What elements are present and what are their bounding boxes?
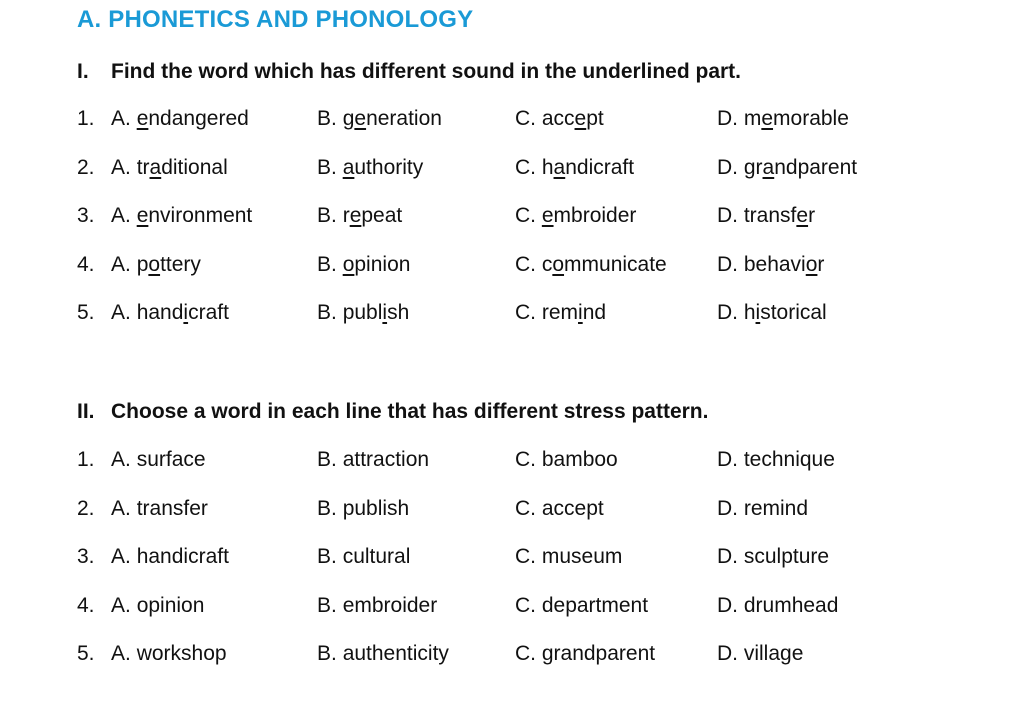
option-word: drumhead	[743, 594, 839, 617]
option-b[interactable]	[317, 594, 437, 618]
underlined-part: a	[762, 156, 775, 179]
option-word: embroider	[342, 594, 438, 617]
option-word: sculpture	[743, 545, 830, 568]
option-letter: B.	[317, 156, 337, 179]
option-word-rest: ndangered	[148, 107, 249, 130]
option-letter: A.	[111, 642, 131, 665]
option-letter: B.	[317, 497, 337, 520]
underlined-part: e	[796, 204, 809, 227]
section-number: II.	[77, 400, 95, 423]
option-letter: C.	[515, 545, 536, 568]
option-letter: D.	[717, 107, 738, 130]
option-letter: B.	[317, 448, 337, 471]
option-d[interactable]	[717, 301, 827, 325]
underlined-part: i	[578, 301, 583, 324]
option-b[interactable]	[317, 497, 409, 521]
option-word: acc	[541, 107, 575, 130]
option-word: authenticity	[342, 642, 449, 665]
option-letter: A.	[111, 594, 131, 617]
option-a[interactable]	[111, 253, 201, 277]
option-b[interactable]	[317, 642, 449, 666]
underlined-part: a	[149, 156, 162, 179]
option-b[interactable]	[317, 107, 442, 131]
option-word-rest: neration	[366, 107, 442, 130]
option-letter: D.	[717, 545, 738, 568]
question-number: 4.	[77, 253, 95, 276]
option-word-rest: pt	[586, 107, 604, 130]
question-number: 5.	[77, 642, 95, 665]
option-letter: A.	[111, 301, 131, 324]
option-b[interactable]	[317, 253, 410, 277]
underlined-part: i	[382, 301, 388, 324]
underlined-part: e	[354, 107, 367, 130]
option-word: surface	[136, 448, 206, 471]
question-number: 3.	[77, 545, 95, 568]
option-word-rest: sh	[387, 301, 410, 324]
option-word: p	[136, 253, 149, 276]
option-letter: B.	[317, 545, 337, 568]
option-word-rest: storical	[760, 301, 827, 324]
option-b[interactable]	[317, 448, 429, 472]
option-word: rem	[541, 301, 579, 324]
option-b[interactable]	[317, 204, 402, 228]
section-heading	[77, 60, 741, 84]
option-d[interactable]	[717, 156, 857, 180]
option-word: workshop	[136, 642, 227, 665]
option-word-rest: nvironment	[148, 204, 253, 227]
option-c[interactable]	[515, 204, 636, 228]
option-letter: C.	[515, 594, 536, 617]
underlined-part: e	[349, 204, 362, 227]
option-word: accept	[541, 497, 604, 520]
option-letter: A.	[111, 204, 131, 227]
option-d[interactable]	[717, 204, 815, 228]
option-word-rest: mbroider	[553, 204, 637, 227]
page-title: A. PHONETICS AND PHONOLOGY	[77, 6, 474, 33]
option-word-rest: ditional	[161, 156, 228, 179]
option-letter: B.	[317, 594, 337, 617]
option-a[interactable]	[111, 545, 229, 569]
question-number: 3.	[77, 204, 95, 227]
option-word-rest: uthority	[354, 156, 424, 179]
option-b[interactable]	[317, 545, 410, 569]
option-letter: C.	[515, 204, 536, 227]
question-row	[0, 253, 1024, 285]
underlined-part: o	[148, 253, 161, 276]
option-d[interactable]	[717, 545, 829, 569]
option-word: remind	[743, 497, 809, 520]
option-letter: B.	[317, 301, 337, 324]
question-row	[0, 301, 1024, 333]
option-a[interactable]	[111, 497, 208, 521]
option-word-rest: r	[817, 253, 825, 276]
option-word: m	[743, 107, 762, 130]
question-number: 2.	[77, 497, 95, 520]
option-word: publ	[342, 301, 383, 324]
option-letter: C.	[515, 448, 536, 471]
option-b[interactable]	[317, 156, 423, 180]
option-c[interactable]	[515, 594, 648, 618]
option-c[interactable]	[515, 448, 618, 472]
option-letter: D.	[717, 497, 738, 520]
option-letter: C.	[515, 107, 536, 130]
section-heading	[77, 400, 708, 424]
option-a[interactable]	[111, 107, 249, 131]
option-d[interactable]	[717, 497, 808, 521]
option-word: transf	[743, 204, 797, 227]
section-instruction: Choose a word in each line that has different stress pattern.	[111, 400, 709, 423]
option-letter: B.	[317, 107, 337, 130]
option-word-rest: ndparent	[774, 156, 858, 179]
option-word: publish	[342, 497, 410, 520]
option-word: cultural	[342, 545, 411, 568]
option-c[interactable]	[515, 253, 667, 277]
underlined-part: o	[342, 253, 355, 276]
option-letter: A.	[111, 545, 131, 568]
option-word: h	[541, 156, 554, 179]
option-word: handicraft	[136, 545, 229, 568]
option-word: h	[743, 301, 756, 324]
question-row	[0, 107, 1024, 139]
option-word: gr	[743, 156, 763, 179]
option-word: bamboo	[541, 448, 618, 471]
option-word-rest: mmunicate	[564, 253, 667, 276]
option-a[interactable]	[111, 204, 252, 228]
question-number: 5.	[77, 301, 95, 324]
option-word: tr	[136, 156, 150, 179]
option-letter: D.	[717, 204, 738, 227]
question-row	[0, 545, 1024, 577]
underlined-part: i	[755, 301, 761, 324]
option-word-rest: peat	[361, 204, 403, 227]
option-word: r	[342, 204, 350, 227]
option-d[interactable]	[717, 253, 824, 277]
underlined-part: e	[574, 107, 587, 130]
underlined-part: a	[342, 156, 355, 179]
option-word: behavi	[743, 253, 806, 276]
option-letter: B.	[317, 642, 337, 665]
underlined-part: e	[136, 107, 149, 130]
option-word: department	[541, 594, 649, 617]
option-d[interactable]	[717, 448, 835, 472]
option-word: technique	[743, 448, 835, 471]
option-d[interactable]	[717, 594, 838, 618]
option-letter: C.	[515, 497, 536, 520]
option-letter: A.	[111, 253, 131, 276]
option-letter: D.	[717, 594, 738, 617]
option-letter: B.	[317, 253, 337, 276]
option-a[interactable]	[111, 156, 228, 180]
option-a[interactable]	[111, 301, 229, 325]
option-word-rest: nd	[582, 301, 607, 324]
question-number: 4.	[77, 594, 95, 617]
option-word: hand	[136, 301, 184, 324]
option-letter: D.	[717, 253, 738, 276]
question-row	[0, 497, 1024, 529]
question-row	[0, 642, 1024, 674]
underlined-part: e	[761, 107, 774, 130]
option-word-rest: r	[808, 204, 816, 227]
underlined-part: i	[183, 301, 189, 324]
option-letter: C.	[515, 253, 536, 276]
option-d[interactable]	[717, 107, 849, 131]
question-number: 2.	[77, 156, 95, 179]
option-word: museum	[541, 545, 623, 568]
option-word: g	[342, 107, 355, 130]
underlined-part: e	[541, 204, 554, 227]
option-word: grandparent	[541, 642, 656, 665]
option-letter: C.	[515, 156, 536, 179]
option-word: transfer	[136, 497, 208, 520]
option-word-rest: morable	[773, 107, 849, 130]
option-b[interactable]	[317, 301, 409, 325]
section-number: I.	[77, 60, 89, 83]
option-letter: D.	[717, 156, 738, 179]
option-word-rest: pinion	[354, 253, 411, 276]
question-row	[0, 204, 1024, 236]
option-letter: D.	[717, 448, 738, 471]
option-letter: A.	[111, 497, 131, 520]
underlined-part: o	[805, 253, 818, 276]
question-row	[0, 594, 1024, 626]
underlined-part: a	[553, 156, 566, 179]
question-number: 1.	[77, 107, 95, 130]
option-word: c	[541, 253, 553, 276]
option-letter: A.	[111, 156, 131, 179]
option-letter: D.	[717, 642, 738, 665]
option-c[interactable]	[515, 156, 634, 180]
option-d[interactable]	[717, 642, 803, 666]
option-word: village	[743, 642, 804, 665]
option-word-rest: craft	[188, 301, 229, 324]
underlined-part: o	[552, 253, 565, 276]
option-letter: C.	[515, 642, 536, 665]
option-letter: A.	[111, 448, 131, 471]
option-letter: A.	[111, 107, 131, 130]
question-number: 1.	[77, 448, 95, 471]
option-c[interactable]	[515, 497, 604, 521]
option-word: attraction	[342, 448, 430, 471]
option-word: opinion	[136, 594, 205, 617]
question-row	[0, 448, 1024, 480]
option-c[interactable]	[515, 301, 606, 325]
section-instruction: Find the word which has different sound in the underlined part.	[111, 60, 742, 83]
question-row	[0, 156, 1024, 188]
option-a[interactable]	[111, 448, 206, 472]
underlined-part: e	[136, 204, 149, 227]
option-word-rest: ndicraft	[565, 156, 635, 179]
option-letter: D.	[717, 301, 738, 324]
option-letter: C.	[515, 301, 536, 324]
option-c[interactable]	[515, 545, 622, 569]
option-a[interactable]	[111, 642, 227, 666]
option-a[interactable]	[111, 594, 204, 618]
option-word-rest: ttery	[160, 253, 201, 276]
option-c[interactable]	[515, 107, 604, 131]
option-c[interactable]	[515, 642, 655, 666]
option-letter: B.	[317, 204, 337, 227]
